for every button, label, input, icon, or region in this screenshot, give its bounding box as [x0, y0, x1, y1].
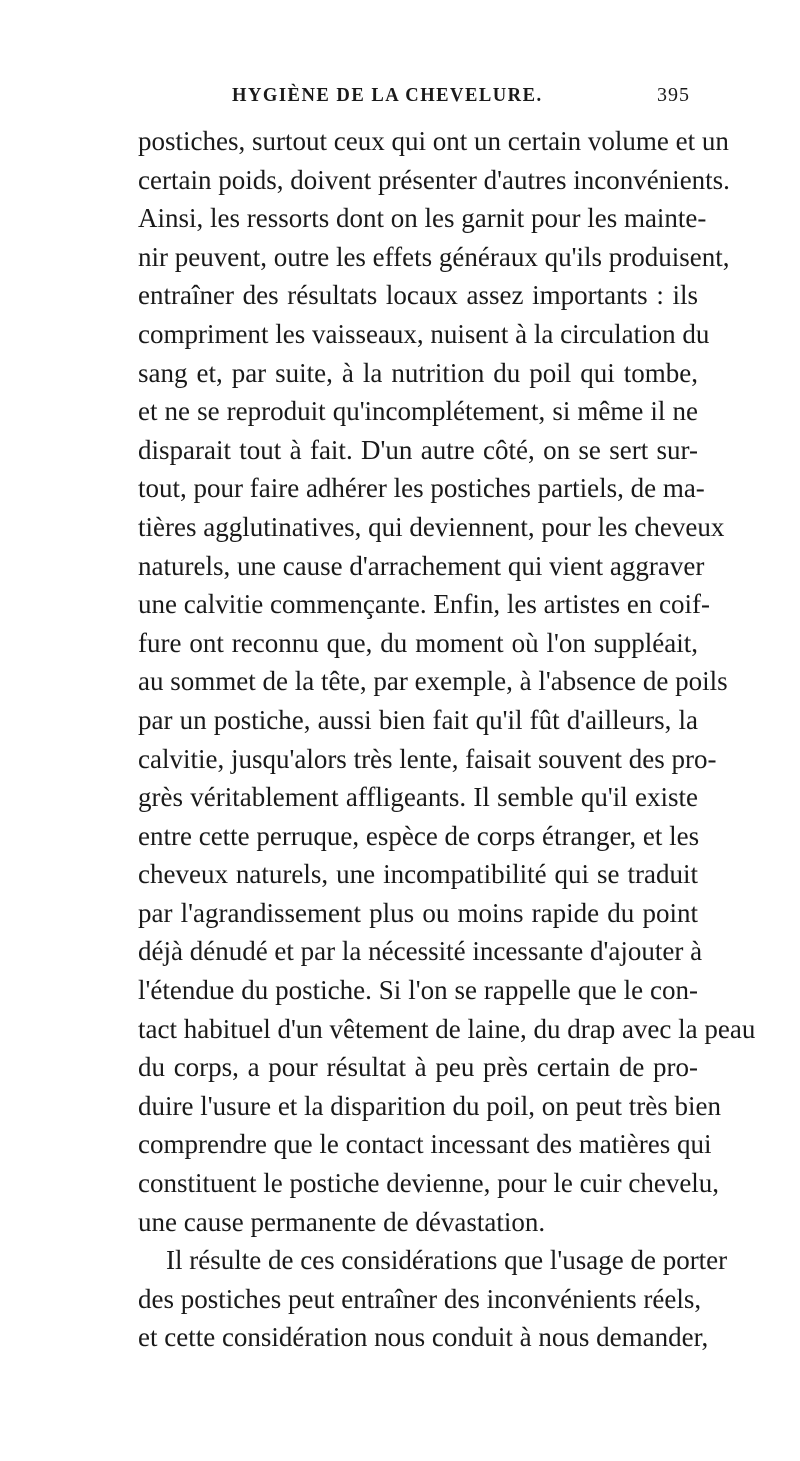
text-line: des postiches peut entraîner des inconvénients réels, [138, 1283, 702, 1314]
text-line: naturels, une cause d'arrachement qui vient aggraver [138, 550, 705, 581]
text-line: calvitie, jusqu'alors très lente, faisait souvent des pro- [138, 743, 717, 774]
text-line: tact habituel d'un vêtement de laine, du drap avec la peau [138, 1013, 756, 1044]
text-line: déjà dénudé et par la nécessité incessante d'ajouter à [138, 936, 703, 967]
body-text [138, 122, 756, 1357]
text-line: grès véritablement affligeants. Il semble qu'il existe [138, 782, 698, 813]
text-line: tout, pour faire adhérer les postiches partiels, de ma- [138, 473, 705, 504]
text-line: par un postiche, aussi bien fait qu'il fût d'ailleurs, la [138, 704, 698, 735]
text-line: Il résulte de ces considérations que l'usage de porter [166, 1245, 728, 1276]
text-line: nir peuvent, outre les effets généraux qu'ils produisent, [138, 241, 730, 272]
text-line: cheveux naturels, une incompatibilité qui se traduit [138, 859, 698, 890]
text-line: du corps, a pour résultat à peu près certain de pro- [138, 1052, 698, 1083]
running-title: HYGIÈNE DE LA CHEVELURE. [232, 84, 543, 106]
text-line: disparait tout à fait. D'un autre côté, on se sert sur- [138, 434, 698, 465]
text-line: au sommet de la tête, par exemple, à l'absence de poils [138, 666, 728, 697]
text-line: l'étendue du postiche. Si l'on se rappelle que le con- [138, 975, 698, 1006]
text-line: postiches, surtout ceux qui ont un certain volume et un [138, 126, 729, 156]
text-line: comprendre que le contact incessant des matières qui [138, 1129, 712, 1160]
text-line: Ainsi, les ressorts dont on les garnit pour les mainte- [138, 203, 707, 234]
text-line: tières agglutinatives, qui deviennent, pour les cheveux [138, 511, 725, 542]
text-line: certain poids, doivent présenter d'autres inconvénients. [138, 164, 730, 195]
page-number: 395 [657, 84, 690, 106]
text-line: duire l'usure et la disparition du poil, on peut très bien [138, 1090, 721, 1121]
text-line: entre cette perruque, espèce de corps étranger, et les [138, 820, 700, 851]
text-line: et cette considération nous conduit à nous demander, [138, 1322, 709, 1353]
running-header [0, 84, 800, 114]
text-line: compriment les vaisseaux, nuisent à la circulation du [138, 318, 710, 349]
text-line: une cause permanente de dévastation. [138, 1206, 546, 1237]
text-line: constituent le postiche devienne, pour le cuir chevelu, [138, 1168, 720, 1199]
text-line: une calvitie commençante. Enfin, les artistes en coif- [138, 589, 711, 620]
text-line: fure ont reconnu que, du moment où l'on suppléait, [138, 627, 698, 658]
text-line: entraîner des résultats locaux assez importants : ils [138, 280, 698, 311]
text-line: et ne se reproduit qu'incomplétement, si même il ne [138, 396, 698, 427]
text-line: par l'agrandissement plus ou moins rapide du point [138, 897, 698, 928]
text-line: sang et, par suite, à la nutrition du poil qui tombe, [138, 357, 698, 388]
